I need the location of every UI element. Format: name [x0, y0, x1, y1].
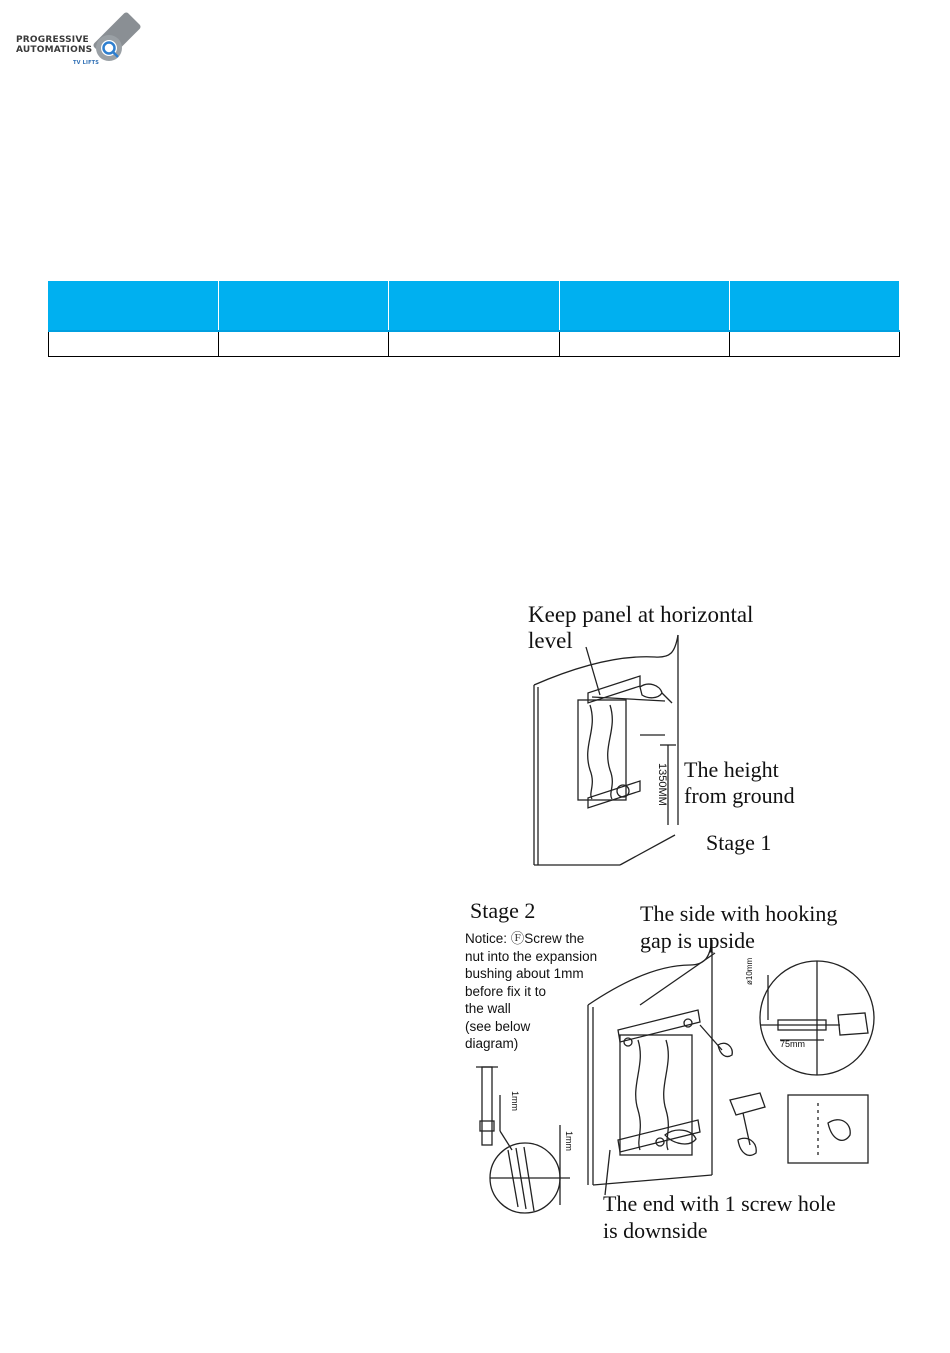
stage1-level-label [528, 602, 753, 654]
stage1-level-line1: Keep panel at horizontal [528, 602, 754, 627]
brand-logo [8, 8, 153, 64]
stage2-screw-line1: The end with 1 screw hole [603, 1191, 836, 1216]
stage1-level-line2: level [528, 628, 573, 653]
table-cell [559, 331, 729, 357]
brand-name-line1: PROGRESSIVE [16, 35, 89, 45]
table-header-row [49, 281, 900, 332]
stage2-screw-hole-label [603, 1190, 836, 1244]
brand-name-line2: AUTOMATIONS [16, 45, 93, 55]
table-cell [219, 331, 389, 357]
stage2-dim-1mm-a: 1mm [510, 1091, 520, 1111]
notice-line: bushing about 1mm [465, 966, 584, 981]
stage2-notice [465, 930, 597, 1053]
table-header-cell [389, 281, 559, 332]
table-header-cell [729, 281, 899, 332]
notice-line: nut into the expansion [465, 948, 598, 964]
spec-table [48, 280, 900, 357]
notice-line: (see below [465, 1018, 531, 1034]
table-cell [389, 331, 559, 357]
stage2-hooking-line2: gap is upside [640, 928, 755, 953]
notice-line: diagram) [465, 1036, 519, 1051]
notice-line: Notice: ⒻScrew the [465, 931, 585, 946]
stage2-hooking-label [640, 900, 837, 954]
stage1-height-line1: The height [684, 757, 779, 782]
table-header-cell [219, 281, 389, 332]
table-row [49, 331, 900, 357]
table-header-cell [49, 281, 219, 332]
stage1-height-line2: from ground [684, 783, 795, 808]
table-cell [49, 331, 219, 357]
stage1-dimension-label: 1350MM [656, 763, 668, 806]
stage1-height-label [684, 757, 795, 809]
stage2-hooking-line1: The side with hooking [640, 901, 838, 926]
stage2-screw-line2: is downside [603, 1218, 708, 1243]
stage2-dim-10mm: ø10mm [745, 957, 754, 985]
table-header-cell [559, 281, 729, 332]
notice-line: before fix it to [465, 983, 547, 999]
stage1-title: Stage 1 [706, 830, 772, 855]
notice-line: the wall [465, 1001, 511, 1016]
stage2-dim-1mm-b: 1mm [564, 1131, 574, 1151]
stage2-title: Stage 2 [470, 898, 536, 923]
stage2-dim-75mm: 75mm [780, 1039, 806, 1049]
brand-subtitle: TV LIFTS [73, 60, 100, 66]
table-cell [729, 331, 899, 357]
